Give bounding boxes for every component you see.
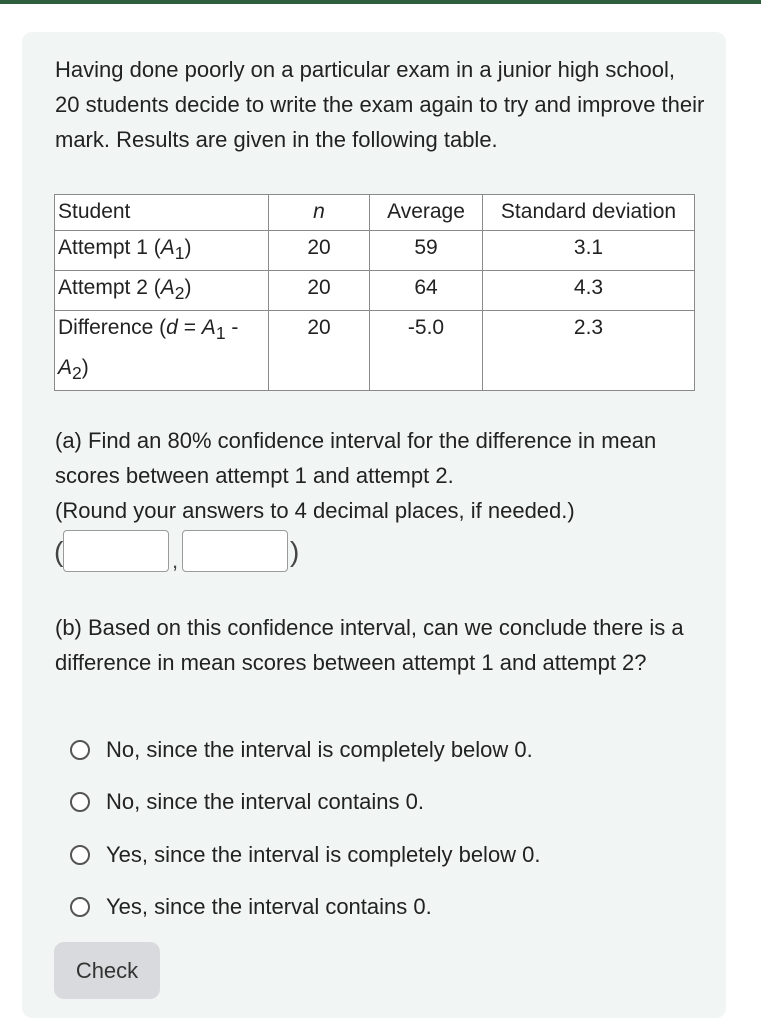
problem-intro: Having done poorly on a particular exam in a junior high school, 20 students decide to write the exam again to try and improve their mark. Results are given in the following table. <box>55 57 705 152</box>
option-label: No, since the interval contains 0. <box>106 789 424 814</box>
comma-separator: , <box>172 548 179 573</box>
table-header-row <box>55 195 695 231</box>
option-yes-contains-zero[interactable] <box>70 892 432 922</box>
open-paren: ( <box>54 536 64 567</box>
radio-button[interactable] <box>70 740 90 760</box>
close-paren: ) <box>290 536 300 567</box>
table-row <box>55 271 695 311</box>
radio-button[interactable] <box>70 792 90 812</box>
lower-bound-input[interactable] <box>63 530 169 572</box>
row-average: 59 <box>370 231 483 271</box>
radio-button[interactable] <box>70 845 90 865</box>
row-sd: 3.1 <box>483 231 695 271</box>
header-n <box>269 195 370 231</box>
difference-average: -5.0 <box>370 311 483 390</box>
difference-n: 20 <box>269 311 370 390</box>
option-label: Yes, since the interval contains 0. <box>106 894 432 919</box>
row-label: Attempt 2 $(A_2)$ <box>55 271 269 311</box>
option-no-below-zero[interactable] <box>70 735 533 765</box>
check-button[interactable]: Check <box>54 942 160 999</box>
option-label: No, since the interval is completely below 0. <box>106 737 533 762</box>
row-average: 64 <box>370 271 483 311</box>
rounding-instruction: (Round your answers to 4 decimal places, if needed.) <box>55 498 575 523</box>
header-student: Student <box>55 195 269 231</box>
difference-label: Difference ($d = A_1$ - $A_2$) <box>55 311 269 390</box>
difference-sd: 2.3 <box>483 311 695 390</box>
table-row-difference <box>55 311 695 390</box>
results-table <box>54 194 695 391</box>
row-sd: 4.3 <box>483 271 695 311</box>
part-a-text: (a) Find an 80% confidence interval for the difference in mean scores between attempt 1 and attempt 2. <box>55 428 657 488</box>
upper-bound-input[interactable] <box>182 530 288 572</box>
row-label: Attempt 1 $(A_1)$ <box>55 231 269 271</box>
option-no-contains-zero[interactable] <box>70 787 424 817</box>
header-sd: Standard deviation <box>483 195 695 231</box>
option-yes-below-zero[interactable] <box>70 840 541 870</box>
option-label: Yes, since the interval is completely below 0. <box>106 842 541 867</box>
row-n: 20 <box>269 271 370 311</box>
header-average: Average <box>370 195 483 231</box>
header-n-text: n <box>313 200 325 223</box>
part-b-question: (b) Based on this confidence interval, can we conclude there is a difference in mean scores between attempt 1 and attempt 2? <box>55 615 684 675</box>
part-a-question <box>55 423 705 528</box>
row-n: 20 <box>269 231 370 271</box>
radio-button[interactable] <box>70 897 90 917</box>
top-accent-bar <box>0 0 761 4</box>
table-row <box>55 231 695 271</box>
